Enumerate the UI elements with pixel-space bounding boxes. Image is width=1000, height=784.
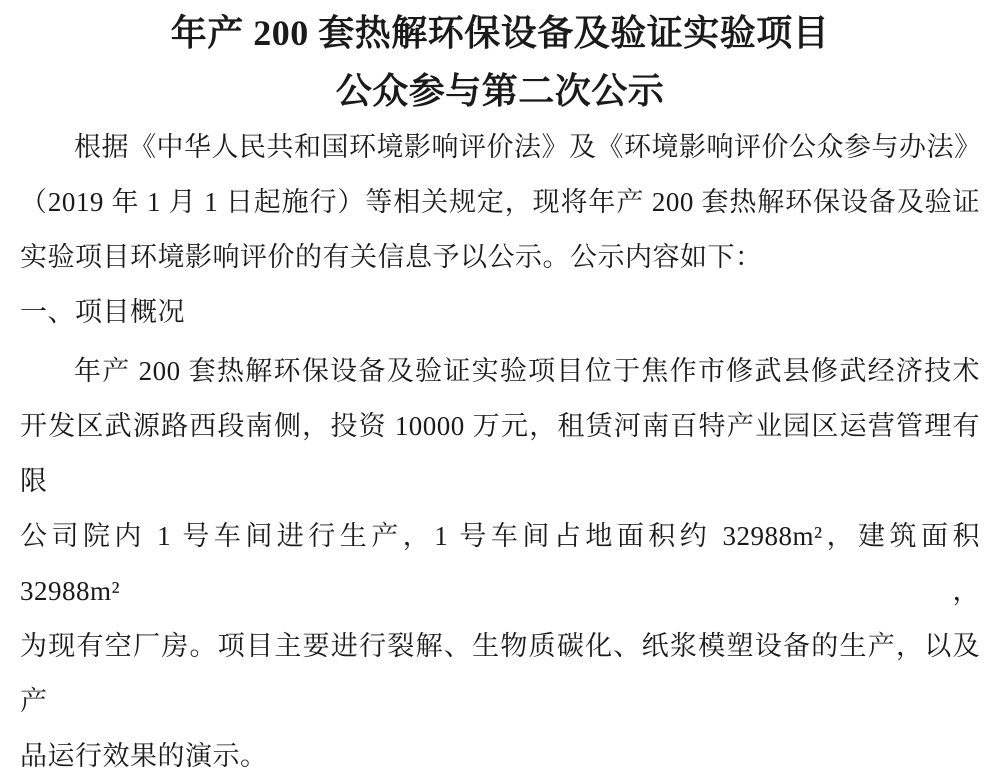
intro-paragraph-line-2: （2019 年 1 月 1 日起施行）等相关规定，现将年产 200 套热解环保设备及验证 xyxy=(20,187,980,217)
intro-paragraph xyxy=(20,120,980,285)
title-line-2: 公众参与第二次公示 xyxy=(335,71,665,111)
overview-paragraph-line-4: 为现有空厂房。项目主要进行裂解、生物质碳化、纸浆模塑设备的生产，以及产 xyxy=(20,631,980,716)
document-body xyxy=(20,120,980,784)
document-title xyxy=(20,4,980,120)
overview-paragraph-line-1: 年产 200 套热解环保设备及验证实验项目位于焦作市修武县修武经济技术 xyxy=(74,356,980,386)
intro-paragraph-line-1: 根据《中华人民共和国环境影响评价法》及《环境影响评价公众参与办法》 xyxy=(74,132,982,162)
section-heading-project-overview: 一、项目概况 xyxy=(20,297,185,327)
title-line-1: 年产 200 套热解环保设备及验证实验项目 xyxy=(170,13,830,53)
intro-paragraph-line-3: 实验项目环境影响评价的有关信息予以公示。公示内容如下： xyxy=(20,242,763,272)
overview-paragraph-line-3: 公司院内 1 号车间进行生产，1 号车间占地面积约 32988m²，建筑面积 32988m²， xyxy=(20,521,980,606)
overview-paragraph-line-2: 开发区武源路西段南侧，投资 10000 万元，租赁河南百特产业园区运营管理有限 xyxy=(20,411,980,496)
overview-paragraph-line-5: 品运行效果的演示。 xyxy=(20,741,268,771)
overview-paragraph xyxy=(20,344,980,784)
